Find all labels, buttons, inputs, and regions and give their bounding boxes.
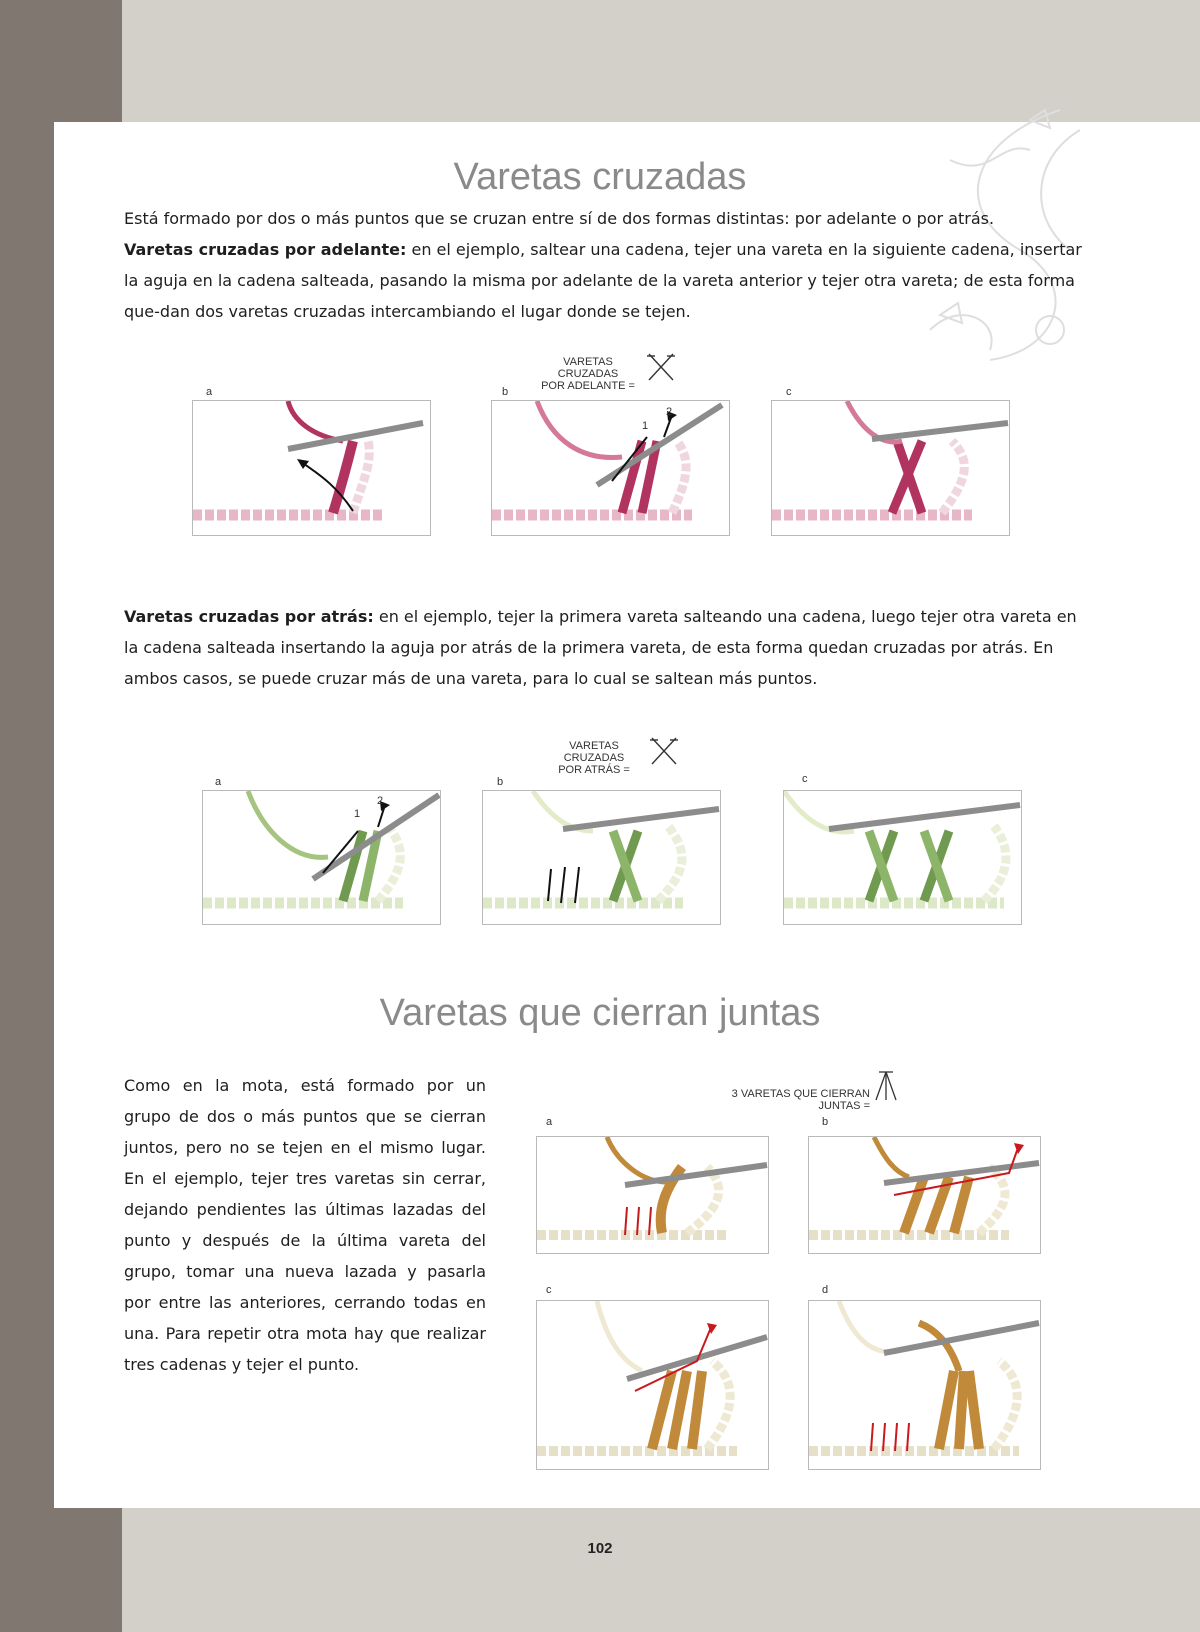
- front-panel-c: [771, 400, 1010, 536]
- front-crossed-label: Varetas cruzadas por adelante:: [124, 240, 407, 259]
- back-crossed-label: Varetas cruzadas por atrás:: [124, 607, 374, 626]
- cluster-panel-c: [536, 1300, 769, 1470]
- back-arrow-num-1: 1: [354, 808, 361, 820]
- cluster-panel-d-label: d: [822, 1284, 829, 1296]
- intro-text: Está formado por dos o más puntos que se cruzan entre sí de dos formas distintas: por adelante o por atrás.: [124, 209, 995, 228]
- back-crossed-text: en el ejemplo, tejer la primera vareta salteando una cadena, luego tejer otra vareta en la cadena salteada insertando la aguja por atrás de la primera vareta, de esta forma quedan cruzadas por atrás. En ambos casos, se puede cruzar más de una vareta, para lo cual se saltean más puntos.: [124, 607, 1077, 688]
- cluster-symbol-icon: [873, 1068, 899, 1102]
- front-panel-c-label: c: [786, 386, 792, 398]
- crossed-back-symbol-icon: [648, 736, 680, 766]
- front-legend-line1: VARETAS CRUZADAS: [557, 356, 619, 380]
- back-paragraph: [124, 601, 1084, 694]
- back-legend-line1: VARETAS CRUZADAS: [563, 740, 625, 764]
- cluster-panel-b: [808, 1136, 1041, 1254]
- back-step-c-illustration: [784, 791, 1021, 924]
- back-panel-c: [783, 790, 1022, 925]
- back-panel-a: [202, 790, 441, 925]
- front-panel-b-label: b: [502, 386, 509, 398]
- cluster-step-d-illustration: [809, 1301, 1040, 1469]
- back-panel-c-label: c: [802, 773, 808, 785]
- back-step-b-illustration: [483, 791, 720, 924]
- intro-paragraph: [124, 203, 1084, 327]
- front-arrow-num-2: 2: [666, 406, 673, 418]
- cluster-step-a-illustration: [537, 1137, 768, 1253]
- cluster-panel-d: [808, 1300, 1041, 1470]
- cluster-panel-b-label: b: [822, 1116, 829, 1128]
- back-panel-b: [482, 790, 721, 925]
- back-legend-line2: POR ATRÁS =: [558, 764, 630, 776]
- front-panel-a-label: a: [206, 386, 213, 398]
- cluster-panel-c-label: c: [546, 1284, 552, 1296]
- section-title-crossed: Varetas cruzadas: [453, 156, 747, 198]
- cluster-legend: 3 VARETAS QUE CIERRAN JUNTAS =: [731, 1088, 870, 1112]
- cluster-panel-a-label: a: [546, 1116, 553, 1128]
- page-number: 102: [587, 1540, 613, 1557]
- cluster-paragraph: Como en la mota, está formado por un grupo de dos o más puntos que se cierran juntos, pero no se tejen en el mismo lugar. En el ejemplo, tejer tres varetas sin cerrar, dejando pendientes las últimas lazadas del punto y después de la última vareta del grupo, tomar una nueva lazada y pasarla por entre las anteriores, cerrando todas en una. Para repetir otra mota hay que realizar tres cadenas y tejer el punto.: [124, 1076, 486, 1374]
- cluster-step-b-illustration: [809, 1137, 1040, 1253]
- front-arrow-num-1: 1: [642, 420, 649, 432]
- back-arrow-num-2: 2: [377, 795, 384, 807]
- front-step-c-illustration: [772, 401, 1009, 535]
- front-crossed-text: en el ejemplo, saltear una cadena, tejer una vareta en la siguiente cadena, insertar la aguja en la cadena salteada, pasando la misma por adelante de la vareta anterior y tejer otra vareta; de esta forma que-dan dos varetas cruzadas intercambiando el lugar donde se tejen.: [124, 240, 1082, 321]
- cluster-panel-a: [536, 1136, 769, 1254]
- back-panel-b-label: b: [497, 776, 504, 788]
- front-panel-a: [192, 400, 431, 536]
- cluster-step-c-illustration: [537, 1301, 768, 1469]
- front-legend: [532, 356, 644, 392]
- back-legend: [538, 740, 650, 776]
- front-panel-b: [491, 400, 730, 536]
- back-step-a-illustration: [203, 791, 440, 924]
- crossed-front-symbol-icon: [645, 352, 677, 382]
- front-legend-line2: POR ADELANTE =: [541, 380, 635, 392]
- section-title-cluster: Varetas que cierran juntas: [379, 992, 821, 1034]
- back-panel-a-label: a: [215, 776, 222, 788]
- front-step-a-illustration: [193, 401, 430, 535]
- front-step-b-illustration: [492, 401, 729, 535]
